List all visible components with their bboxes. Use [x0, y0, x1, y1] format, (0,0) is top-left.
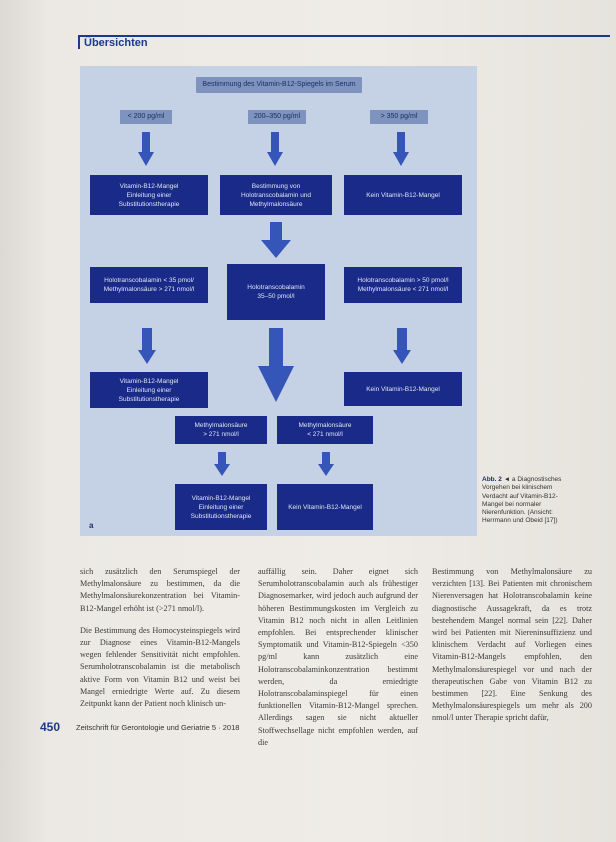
arrow-down-icon	[214, 452, 230, 476]
header-marker	[78, 37, 80, 49]
text-column-3	[432, 566, 592, 735]
figure-caption	[482, 476, 562, 526]
box-mangel-mid: Vitamin-B12-Mangel Einleitung einer Substitutionstherapie	[90, 372, 208, 408]
level-mid-pill: 200–350 pg/ml	[248, 110, 306, 124]
arrow-down-icon	[267, 132, 283, 166]
arrow-down-icon	[318, 452, 334, 476]
panel-letter: a	[89, 521, 94, 530]
text-column-1	[80, 566, 240, 720]
box-bestimmung: Bestimmung von Holotranscobalamin und Methylmalonsäure	[220, 175, 332, 215]
box-mangel-top: Vitamin-B12-Mangel Einleitung einer Substitutionstherapie	[90, 175, 208, 215]
arrow-down-icon	[258, 328, 294, 402]
flow-title: Bestimmung des Vitamin-B12-Spiegels im Serum	[196, 77, 362, 93]
arrow-down-icon	[261, 222, 291, 258]
paragraph: Die Bestimmung des Homocysteinspiegels wird zur Diagnose eines Vitamin-B12-Mangels wegen fehlender Sensitivität nicht empfohlen. Serumholotranscobalamin ist die metabolisch aktive Form von Vitamin B12 und weist bei Mangel erniedrigte Werte auf. Zu diesem Zeitpunkt kann der Patient noch klinisch un-	[80, 625, 240, 709]
section-title: Übersichten	[84, 37, 148, 49]
paragraph: auffällig sein. Daher eignet sich Serumholotranscobalamin auch als frühestiger Diagnosemarker, wird jedoch auch aufgrund der höheren Bestimmungskosten im Vergleich zu Vitamin B12 noch nicht in allen Leitlinien empfohlen. Bei entsprechender klinischer Symptomatik und Vitamin-B12-Spiegeln <350 pg/ml kann zusätzlich eine Holotranscobalaminkonzentration bestimmt werden, da erniedrigte Holotranscobalaminspiegel für einen funktionellen Vitamin-B12-Mangel sprechen. Allerdings sagen sie nicht aktueller Stoffwechsellage nicht empfohlen werden, auf die	[258, 567, 418, 747]
box-mma-low: Methylmalonsäure < 271 nmol/l	[277, 416, 373, 444]
caption-label: Abb. 2	[482, 476, 502, 483]
level-high-pill: > 350 pg/ml	[370, 110, 428, 124]
box-mangel-bottom: Vitamin-B12-Mangel Einleitung einer Substitutionstherapie	[175, 484, 267, 530]
paragraph: Bestimmung von Methylmalonsäure zu verzichten [13]. Bei Patienten mit chronischem Nierenversagen hat Holotranscobalamin keine diagnostische Aussagekraft, da es trotz bestehendem Mangel normal sein [22]. Daher wird bei Patienten mit Niereninsuffizienz und klinischem Verdacht auf Vorliegen eines Vitamin-B12-Mangels empfohlen, den Methylmalonsäurespiegel vor und nach der therapeutischen Gabe von Vitamin B12 zu bestimmen [22]. Eine Senkung des Methylmalonsäurespiegels um mehr als 200 nmol/l unter Therapie spricht dafür,	[432, 567, 592, 723]
box-kein-top: Kein Vitamin-B12-Mangel	[344, 175, 462, 215]
journal-name: Zeitschrift für Gerontologie und Geriatrie 5 · 2018	[76, 723, 240, 732]
arrow-down-icon	[138, 328, 156, 364]
level-low-pill: < 200 pg/ml	[120, 110, 172, 124]
text-column-2	[258, 566, 418, 759]
box-holo-low: Holotranscobalamin < 35 pmol/ Methylmalonsäure > 271 nmol/l	[90, 267, 208, 303]
box-holo-mid: Holotranscobalamin 35–50 pmol/l	[227, 264, 325, 320]
header-rule	[78, 35, 610, 37]
flowchart-figure	[80, 66, 477, 536]
page-number: 450	[40, 720, 61, 734]
paragraph: sich zusätzlich den Serumspiegel der Methylmalonsäure zu bestimmen, da die Methylmalonsäurekonzentration bei Vitamin-B12-Mangel erhöht ist (>271 nmol/l).	[80, 567, 240, 613]
arrow-down-icon	[138, 132, 154, 166]
box-kein-bottom: Kein Vitamin-B12-Mangel	[277, 484, 373, 530]
caption-text: ◄ a Diagnostisches Vorgehen bei klinischem Verdacht auf Vitamin-B12-Mangel bei normaler Nierenfunktion. (Ansicht: Herrmann und Obeid [17])	[482, 476, 562, 525]
box-mma-high: Methylmalonsäure > 271 nmol/l	[175, 416, 267, 444]
box-kein-mid: Kein Vitamin-B12-Mangel	[344, 372, 462, 406]
arrow-down-icon	[393, 132, 409, 166]
box-holo-high: Holotranscobalamin > 50 pmol/l Methylmalonsäure < 271 nmol/l	[344, 267, 462, 303]
arrow-down-icon	[393, 328, 411, 364]
